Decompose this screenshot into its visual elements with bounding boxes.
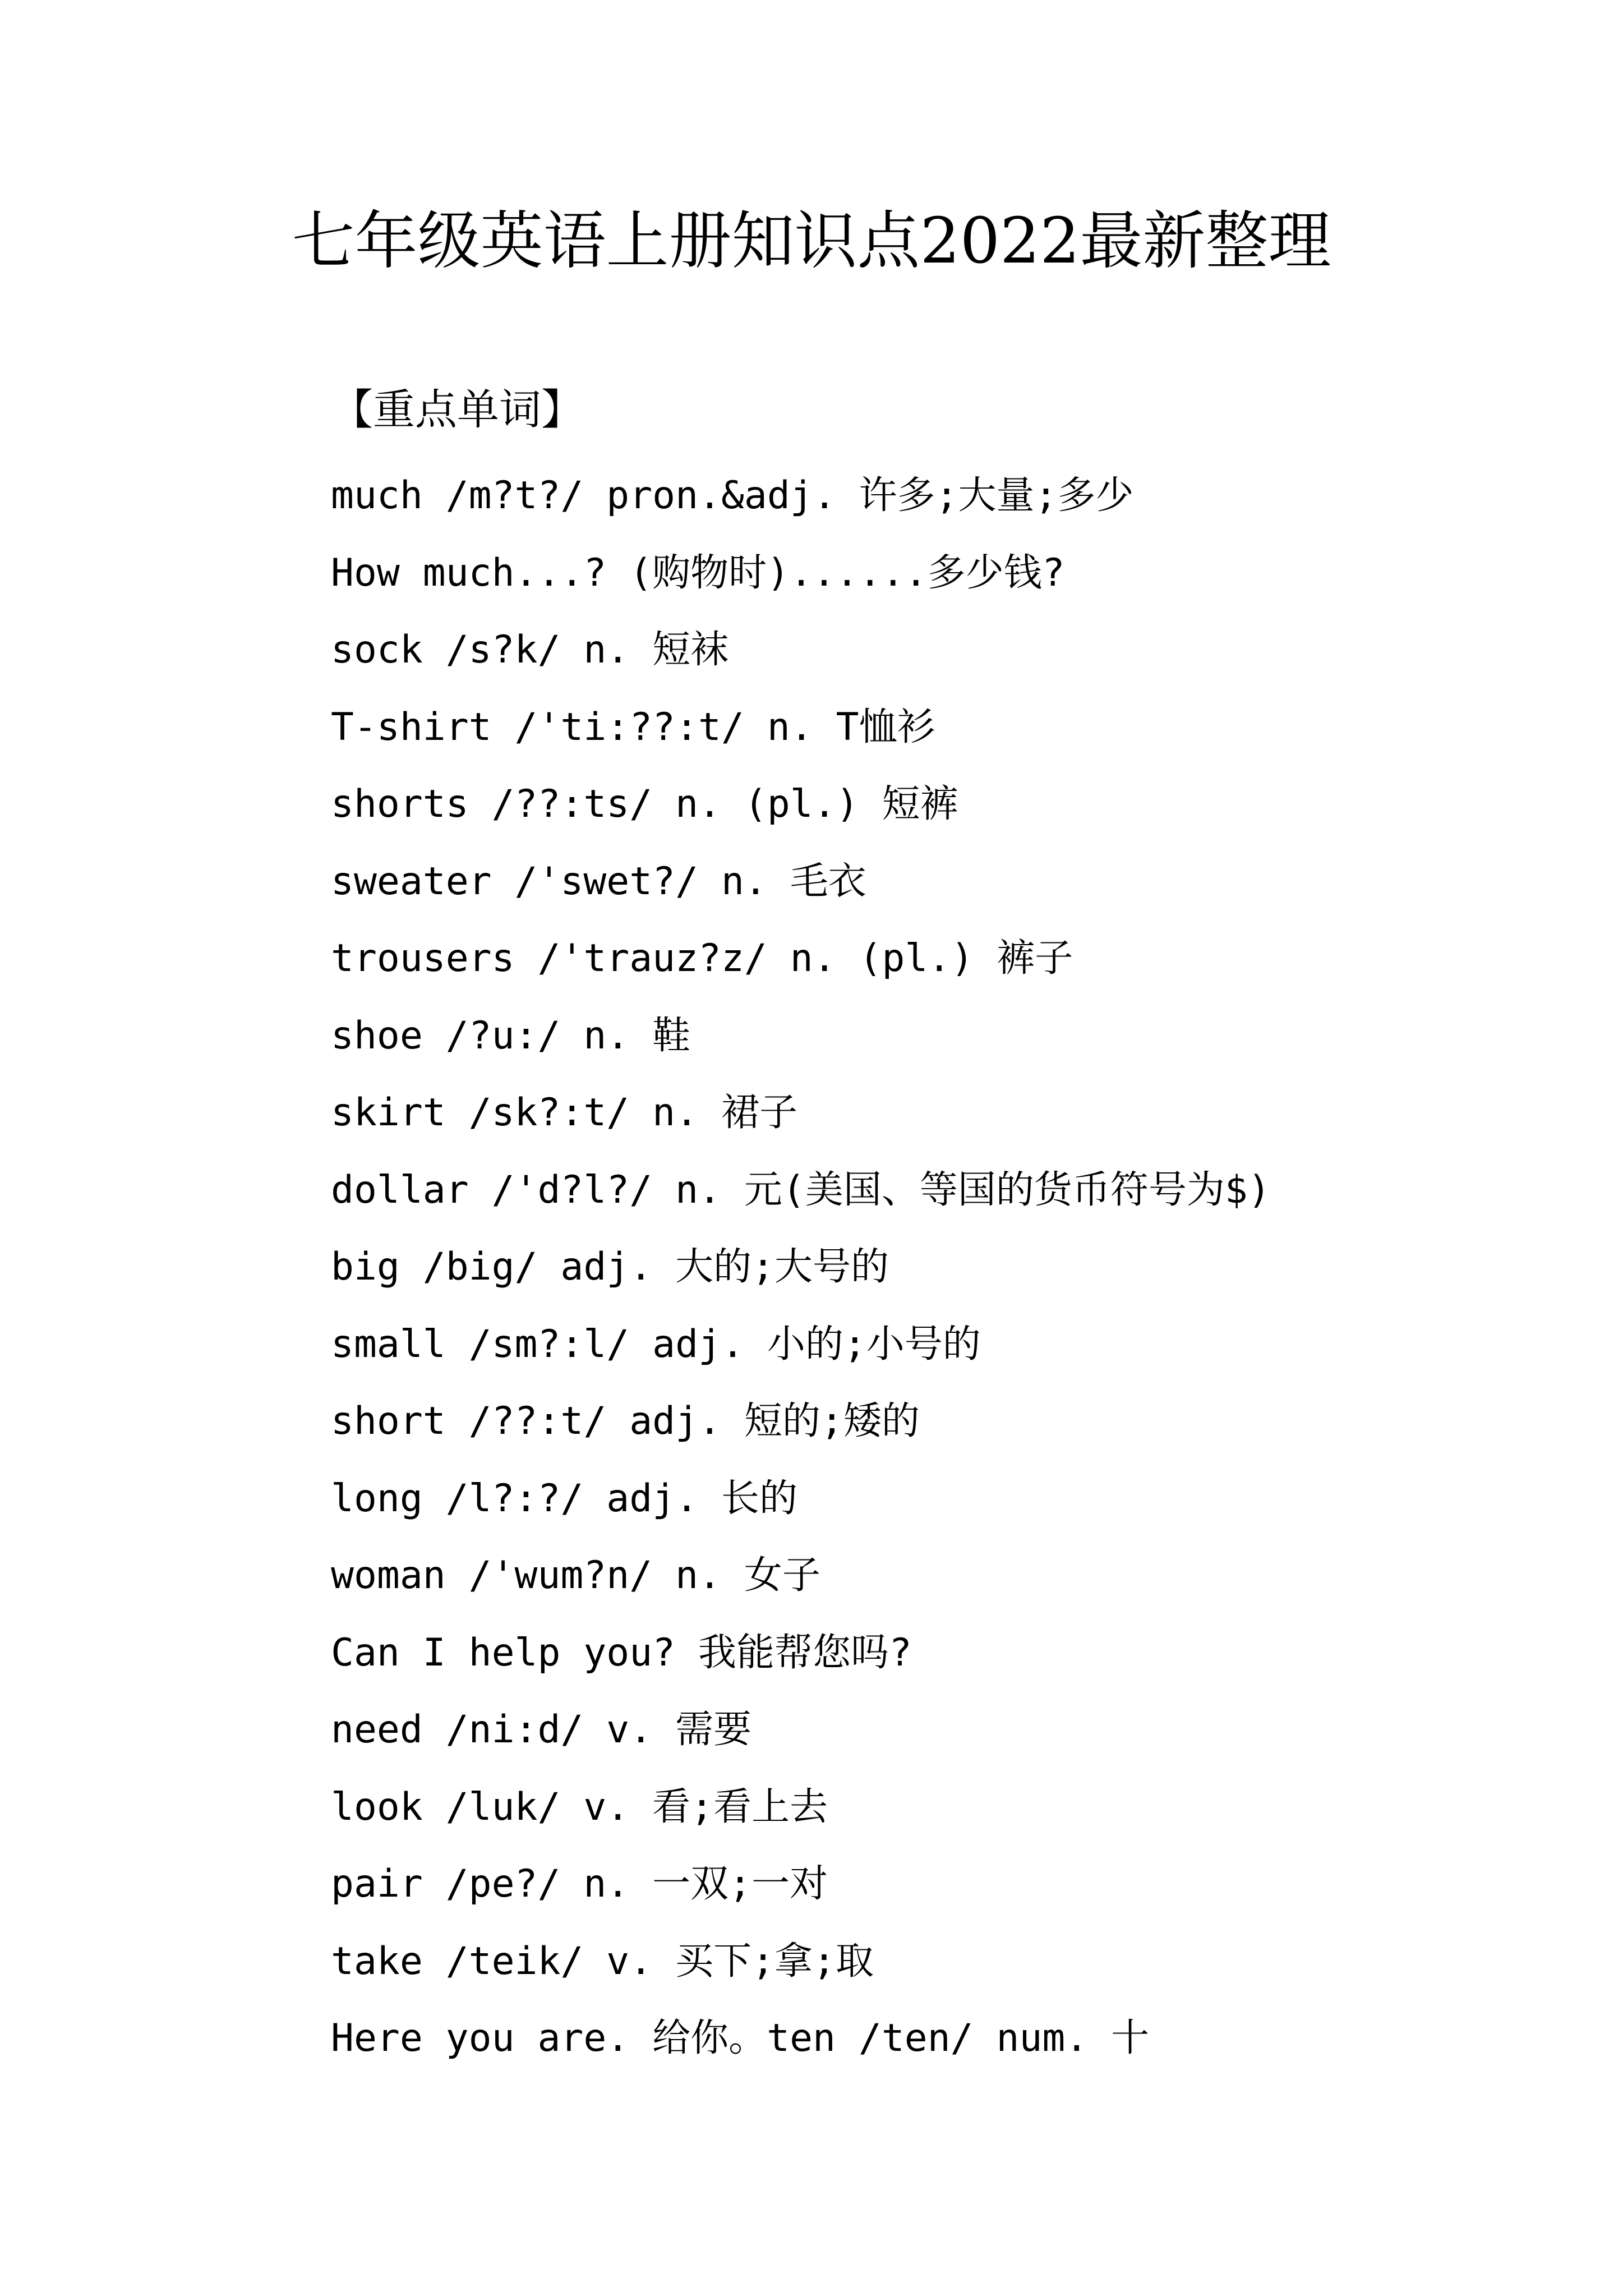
vocab-line: trousers /'trauz?z/ n. (pl.) 裤子 [331,936,1073,981]
vocab-line: sock /s?k/ n. 短袜 [331,628,729,672]
vocab-line: T-shirt /'ti:??:t/ n. T恤衫 [331,705,935,749]
vocab-line: small /sm?:l/ adj. 小的;小号的 [331,1322,981,1366]
vocab-line: shorts /??:ts/ n. (pl.) 短裤 [331,782,958,826]
vocab-line: Can I help you? 我能帮您吗? [331,1630,912,1675]
vocab-line: pair /pe?/ n. 一双;一对 [331,1862,828,1906]
vocab-line: dollar /'d?l?/ n. 元(美国、等国的货币符号为$) [331,1167,1271,1212]
vocab-line: shoe /?u:/ n. 鞋 [331,1013,691,1058]
vocab-line: need /ni:d/ v. 需要 [331,1708,752,1752]
vocab-line: take /teik/ v. 买下;拿;取 [331,1939,874,1984]
vocab-line: sweater /'swet?/ n. 毛衣 [331,859,866,904]
vocab-line: skirt /sk?:t/ n. 裙子 [331,1091,797,1135]
vocab-line: Here you are. 给你。ten /ten/ num. 十 [331,2016,1150,2060]
vocab-line: short /??:t/ adj. 短的;矮的 [331,1399,920,1443]
page-title: 七年级英语上册知识点2022最新整理 [292,205,1331,278]
vocab-line: long /l?:?/ adj. 长的 [331,1476,797,1521]
vocab-line: How much...? (购物时)......多少钱? [331,550,1065,595]
vocab-line: woman /'wum?n/ n. 女子 [331,1553,820,1598]
vocab-line: big /big/ adj. 大的;大号的 [331,1245,889,1289]
vocab-line: much /m?t?/ pron.&adj. 许多;大量;多少 [331,473,1134,518]
vocab-line: look /luk/ v. 看;看上去 [331,1784,828,1829]
section-heading: 【重点单词】 [331,385,584,434]
vocab-list [331,457,1593,2077]
